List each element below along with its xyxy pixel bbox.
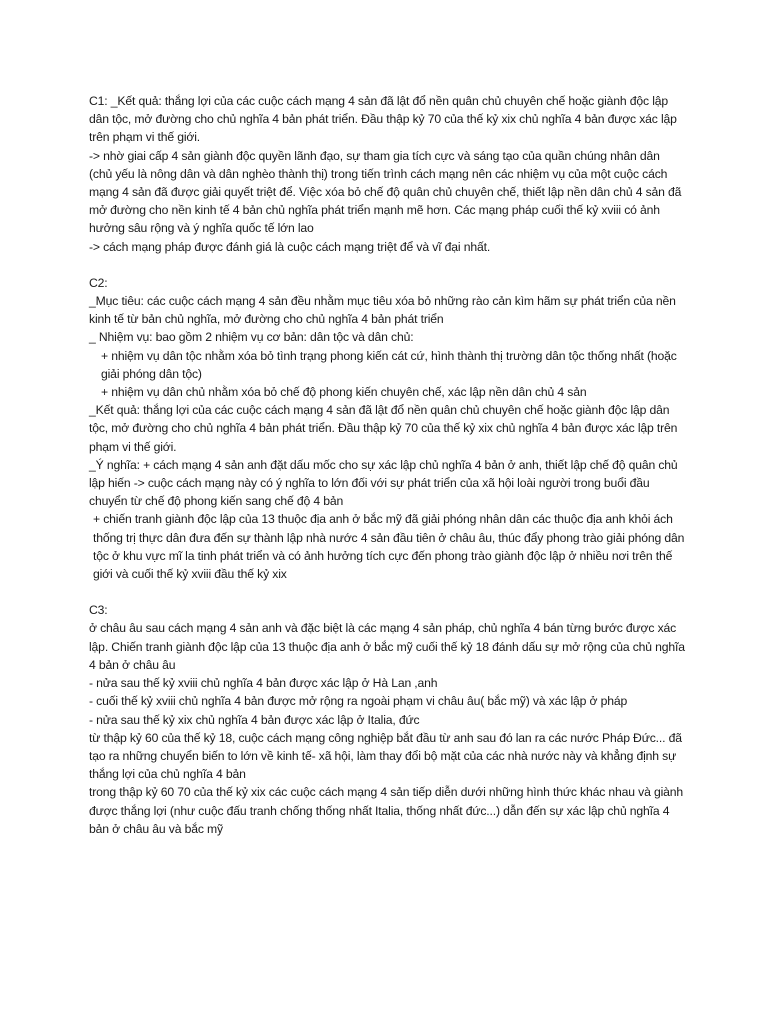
- list-item: - nửa sau thế kỷ xviii chủ nghĩa 4 bản được xác lập ở Hà Lan ,anh: [89, 676, 438, 691]
- paragraph: -> cách mạng pháp được đánh giá là cuộc cách mạng triệt để và vĩ đại nhất.: [89, 239, 491, 254]
- paragraph: _Ý nghĩa: + cách mạng 4 sản anh đặt dấu mốc cho sự xác lập chủ nghĩa 4 bản ở anh, thiết lập chế độ quân chủ lập hiến -> cuộc cách mạng này có ý nghĩa to lớn đối với sự phát triển của xã hội loài người trong buổi đầu chuyển từ chế độ phong kiến sang chế độ 4 bản: [89, 457, 678, 509]
- paragraph: _Mục tiêu: các cuộc cách mạng 4 sản đều nhằm mục tiêu xóa bỏ những rào cản kìm hãm sự phát triển của nền kinh tế từ bản chủ nghĩa, mở đường cho chủ nghĩa 4 bản phát triển: [89, 294, 676, 327]
- section-c1: [89, 92, 685, 256]
- section-c2: [89, 274, 685, 583]
- paragraph: _Kết quả: thắng lợi của các cuộc cách mạng 4 sản đã lật đổ nền quân chủ chuyên chế hoặc giành độc lập dân tộc, mở đường cho chủ nghĩa 4 bản phát triển. Đầu thập kỷ 70 của thế kỷ xix chủ nghĩa 4 bản được xác lập trên phạm vi thế giới.: [89, 403, 678, 454]
- paragraph: _ Nhiệm vụ: bao gồm 2 nhiệm vụ cơ bản: dân tộc và dân chủ:: [89, 330, 414, 345]
- paragraph: từ thập kỷ 60 của thế kỷ 18, cuộc cách mạng công nghiệp bắt đầu từ anh sau đó lan ra các nước Pháp Đức... đã tạo ra những chuyển biến to lớn về kinh tế- xã hội, làm thay đổi bộ mặt của các nhà nước này và khẳng định sự thắng lợi của chủ nghĩa 4 bản: [89, 730, 682, 782]
- list-item: + nhiệm vụ dân chủ nhằm xóa bỏ chế độ phong kiến chuyên chế, xác lập nền dân chủ 4 sản: [101, 385, 587, 400]
- paragraph: -> nhờ giai cấp 4 sản giành độc quyền lãnh đạo, sự tham gia tích cực và sáng tạo của quần chúng nhân dân (chủ yếu là nông dân và dân nghèo thành thị) trong tiến trình cách mạng nên các nhiệm vụ của một cuộc cách mạng 4 sản đã được giải quyết triệt để. Việc xóa bỏ chế độ quân chủ chuyên chế, thiết lập nền dân chủ 4 sản đã mở đường cho nền kinh tế 4 bản chủ nghĩa phát triển mạnh mẽ hơn. Các mạng pháp cuối thế kỷ xviii có ảnh hưởng sâu rộng và ý nghĩa quốc tế lớn lao: [89, 148, 682, 236]
- document-page: [89, 92, 685, 856]
- list-item: + nhiệm vụ dân tộc nhằm xóa bỏ tình trạng phong kiến cát cứ, hình thành thị trường dân tộc thống nhất (hoặc giải phóng dân tộc): [101, 348, 677, 381]
- list-item: - cuối thế kỷ xviii chủ nghĩa 4 bản được mở rộng ra ngoài phạm vi châu âu( bắc mỹ) và xác lập ở pháp: [89, 694, 628, 709]
- list-item: - nửa sau thế kỷ xix chủ nghĩa 4 bản được xác lập ở Italia, đức: [89, 712, 420, 727]
- paragraph: + chiến tranh giành độc lập của 13 thuộc địa anh ở bắc mỹ đã giải phóng nhân dân các thuộc địa anh khỏi ách thống trị thực dân đưa đến sự thành lập nhà nước 4 sản đầu tiên ở châu âu, thúc đẩy phong trào giải phóng dân tộc ở khu vực mĩ la tinh phát triển và có ảnh hưởng tích cực đến phong trào giành độc lập ở nhiều nơi trên thế giới và cuối thế kỷ xviii đầu thế kỷ xix: [93, 512, 685, 582]
- paragraph: trong thập kỷ 60 70 của thế kỷ xix các cuộc cách mạng 4 sản tiếp diễn dưới những hình thức khác nhau và giành được thắng lợi (như cuộc đấu tranh chống thống nhất Italia, thống nhất đức...) dẫn đến sự xác lập chủ nghĩa 4 bản ở châu âu và bắc mỹ: [89, 785, 684, 836]
- section-heading: C3:: [89, 603, 108, 618]
- section-c3: [89, 601, 685, 838]
- paragraph: C1: _Kết quả: thắng lợi của các cuộc cách mạng 4 sản đã lật đổ nền quân chủ chuyên chế hoặc giành độc lập dân tộc, mở đường cho chủ nghĩa 4 bản phát triển. Đầu thập kỷ 70 của thế kỷ xix chủ nghĩa 4 bản được xác lập trên phạm vi thế giới.: [89, 94, 677, 145]
- paragraph: ở châu âu sau cách mạng 4 sản anh và đặc biệt là các mạng 4 sản pháp, chủ nghĩa 4 bán từng bước được xác lập. Chiến tranh giành độc lập của 13 thuộc địa anh ở bắc mỹ cuối thế kỷ 18 đánh dấu sự mở rộng của chủ nghĩa 4 bản ở châu âu: [89, 621, 685, 672]
- section-heading: C2:: [89, 275, 108, 290]
